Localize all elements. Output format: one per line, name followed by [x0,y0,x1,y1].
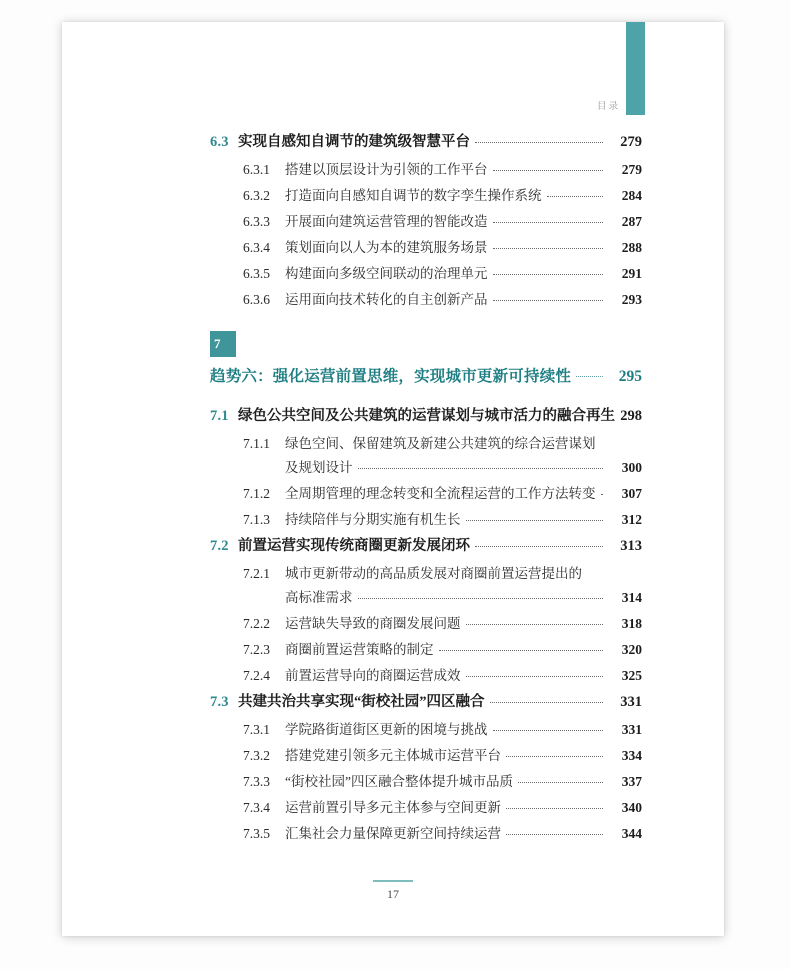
leader-dots [466,676,604,677]
subsection-page: 307 [621,486,642,501]
subsection-title: 绿色空间、保留建筑及新建公共建筑的综合运营谋划 [285,436,596,451]
leader-dots [576,376,603,377]
toc-entry-section[interactable] [210,404,642,425]
leader-dots [493,248,604,249]
subsection-title: 策划面向以人为本的建筑服务场景 [285,240,488,255]
subsection-page: 334 [621,748,642,763]
leader-dots [518,782,603,783]
toc-entry-subsection[interactable] [210,744,642,764]
toc-entry-subsection[interactable] [210,638,642,658]
leader-dots [466,624,604,625]
subsection-page: 318 [621,616,642,631]
toc-entry-subsection[interactable] [210,718,642,738]
subsection-page: 284 [621,188,642,203]
subsection-title: 全周期管理的理念转变和全流程运营的工作方法转变 [285,486,596,501]
leader-dots [475,142,603,143]
subsection-title: 学院路街道街区更新的困境与挑战 [285,722,488,737]
leader-dots [493,300,604,301]
toc-entry-subsection[interactable] [210,508,642,528]
footer-page-number: 17 [387,887,399,901]
leader-dots [547,196,604,197]
chapter-heading-block [210,331,642,386]
subsection-number: 6.3.1 [243,162,270,177]
page-footer [62,880,724,902]
leader-dots [475,546,603,547]
section-number: 7.2 [210,538,229,554]
subsection-page: 291 [621,266,642,281]
subsection-page: 287 [621,214,642,229]
subsection-page: 331 [621,722,642,737]
subsection-title: 运营前置引导多元主体参与空间更新 [285,800,501,815]
toc-entry-section[interactable] [210,130,642,151]
subsection-title: 运用面向技术转化的自主创新产品 [285,292,488,307]
subsection-number: 7.1.1 [243,436,270,451]
subsection-number: 7.2.2 [243,616,270,631]
section-page: 313 [620,538,642,554]
leader-dots [439,650,604,651]
subsection-number: 7.2.3 [243,642,270,657]
leader-dots [358,598,604,599]
section-number: 7.3 [210,694,229,710]
subsection-title: 运营缺失导致的商圈发展问题 [285,616,461,631]
toc-entry-subsection[interactable] [210,822,642,842]
subsection-page: 293 [621,292,642,307]
subsection-page: 279 [621,162,642,177]
chapter-title: 趋势六：强化运营前置思维，实现城市更新可持续性 [210,368,572,385]
leader-dots [493,170,604,171]
section-page: 298 [620,408,642,424]
subsection-number: 7.1.3 [243,512,270,527]
leader-dots [493,222,604,223]
toc-entry-section[interactable] [210,534,642,555]
subsection-number: 7.1.2 [243,486,270,501]
footer-rule [373,880,413,882]
toc-entry-subsection[interactable] [210,796,642,816]
chapter-page: 295 [618,368,642,385]
page-sheet [62,22,724,936]
subsection-number: 6.3.5 [243,266,270,281]
leader-dots [601,494,604,495]
subsection-title: 开展面向建筑运营管理的智能改造 [285,214,488,229]
leader-dots [490,702,604,703]
toc-entry-subsection[interactable] [210,158,642,178]
subsection-title: 搭建党建引领多元主体城市运营平台 [285,748,501,763]
subsection-title: 持续陪伴与分期实施有机生长 [285,512,461,527]
subsection-number: 6.3.4 [243,240,270,255]
toc-entry-subsection[interactable] [210,236,642,256]
toc-entry-subsection-continuation[interactable] [210,456,642,476]
section-page: 331 [620,694,642,710]
leader-dots [493,274,604,275]
toc-entry-subsection[interactable] [210,562,642,582]
subsection-number: 7.3.4 [243,800,270,815]
subsection-number: 7.2.4 [243,668,270,683]
subsection-title: 构建面向多级空间联动的治理单元 [285,266,488,281]
subsection-title: 前置运营导向的商圈运营成效 [285,668,461,683]
toc-entry-subsection[interactable] [210,288,642,308]
subsection-title: 城市更新带动的高品质发展对商圈前置运营提出的 [285,566,582,581]
subsection-page: 344 [621,826,642,841]
section-title: 共建共治共享实现“街校社园”四区融合 [238,694,485,710]
leader-dots [506,834,603,835]
subsection-number: 6.3.6 [243,292,270,307]
toc-entry-subsection-continuation[interactable] [210,586,642,606]
toc-entry-subsection[interactable] [210,770,642,790]
subsection-page: 288 [621,240,642,255]
subsection-title-continued: 高标准需求 [285,590,353,605]
chapter-number-badge: 7 [210,331,236,357]
toc-entry-subsection[interactable] [210,262,642,282]
toc-entry-subsection[interactable] [210,482,642,502]
section-number: 6.3 [210,134,229,150]
subsection-number: 6.3.3 [243,214,270,229]
toc-entry-subsection[interactable] [210,184,642,204]
subsection-number: 6.3.2 [243,188,270,203]
subsection-title: 打造面向自感知自调节的数字孪生操作系统 [285,188,542,203]
subsection-number: 7.3.5 [243,826,270,841]
subsection-title: 搭建以顶层设计为引领的工作平台 [285,162,488,177]
header-accent-bar [626,22,645,115]
subsection-page: 320 [621,642,642,657]
toc-entry-subsection[interactable] [210,432,642,452]
subsection-page: 314 [621,590,642,605]
subsection-title: 商圈前置运营策略的制定 [285,642,434,657]
toc-entry-subsection[interactable] [210,612,642,632]
subsection-number: 7.2.1 [243,566,270,581]
subsection-page: 300 [621,460,642,475]
subsection-title-continued: 及规划设计 [285,460,353,475]
toc-entry-subsection[interactable] [210,210,642,230]
subsection-title: “街校社园”四区融合整体提升城市品质 [285,774,513,789]
toc-entry-subsection[interactable] [210,664,642,684]
section-title: 实现自感知自调节的建筑级智慧平台 [238,134,470,150]
leader-dots [466,520,604,521]
leader-dots [358,468,604,469]
subsection-title: 汇集社会力量保障更新空间持续运营 [285,826,501,841]
subsection-number: 7.3.1 [243,722,270,737]
leader-dots [493,730,604,731]
subsection-page: 337 [621,774,642,789]
subsection-page: 312 [621,512,642,527]
header-label: 目录 [596,102,620,112]
section-title: 绿色公共空间及公共建筑的运营谋划与城市活力的融合再生 [238,408,615,424]
toc-entry-chapter[interactable] [210,364,642,386]
leader-dots [506,808,603,809]
subsection-page: 325 [621,668,642,683]
subsection-number: 7.3.3 [243,774,270,789]
toc-entry-section[interactable] [210,690,642,711]
subsection-number: 7.3.2 [243,748,270,763]
leader-dots [506,756,603,757]
subsection-page: 340 [621,800,642,815]
table-of-contents [210,130,642,848]
section-title: 前置运营实现传统商圈更新发展闭环 [238,538,470,554]
section-page: 279 [620,134,642,150]
section-number: 7.1 [210,408,229,424]
